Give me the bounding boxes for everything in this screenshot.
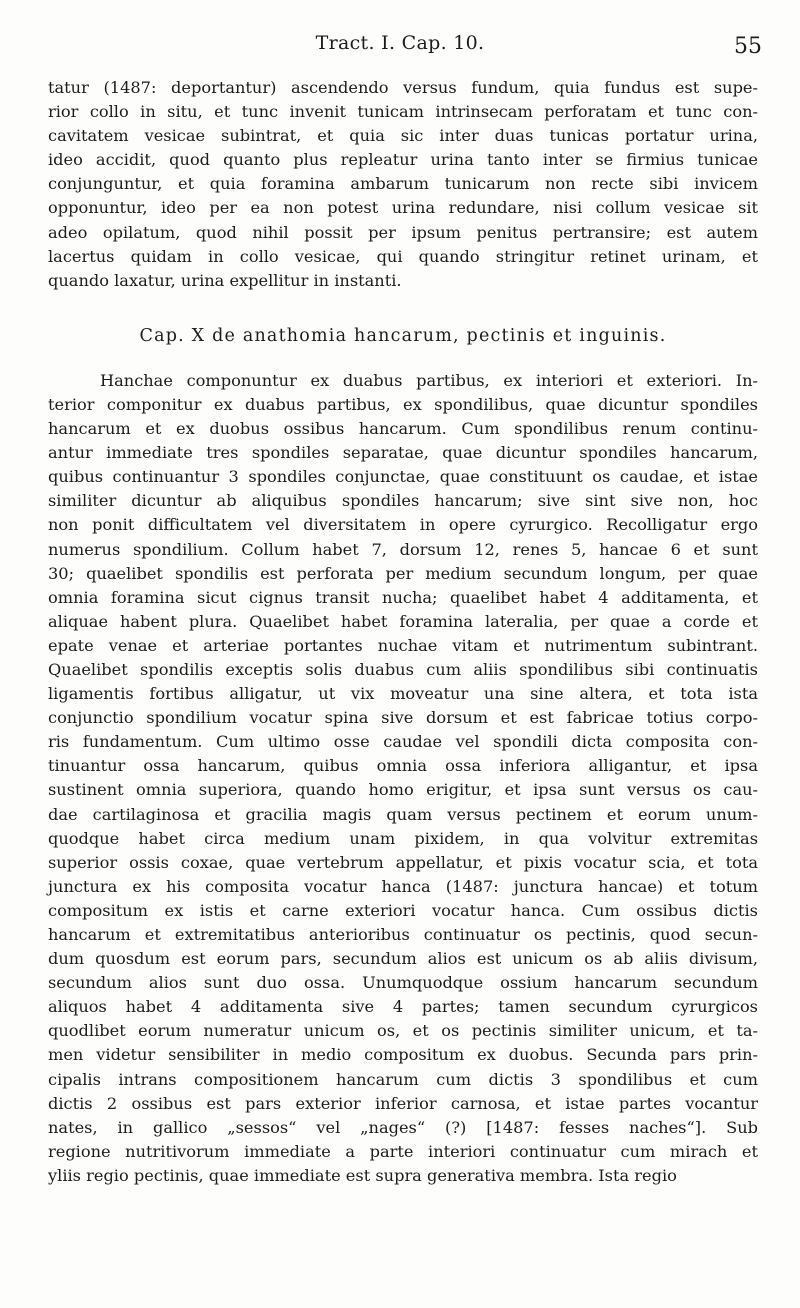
text-line: quando laxatur, urina expellitur in instanti. [48, 270, 402, 290]
text-line: dictis 2 ossibus est pars exterior inferior carnosa, et istae partes vocantur [48, 1093, 758, 1113]
text-line: conjunguntur, et quia foramina ambarum tunicarum non recte sibi invicem [48, 174, 758, 194]
text-line: aliquae habent plura. Quaelibet habet foramina lateralia, per quae a corde et [48, 611, 758, 631]
text-line: quodque habet circa medium unam pixidem, in qua volvitur extremitas [48, 828, 758, 848]
text-line: compositum ex istis et carne exteriori vocatur hanca. Cum ossibus dictis [48, 900, 758, 920]
text-line: antur immediate tres spondiles separatae, quae dicuntur spondiles hancarum, [48, 443, 758, 463]
running-head: Tract. I. Cap. 10. [315, 32, 485, 54]
text-line: quibus continuantur 3 spondiles conjunctae, quae constituunt os caudae, et istae [48, 467, 758, 487]
text-line: Hanchae componuntur ex duabus partibus, ex interiori et exteriori. In- [100, 370, 758, 390]
text-line: epate venae et arteriae portantes nuchae vitam et nutrimentum subintrant. [48, 635, 758, 655]
text-line: ligamentis fortibus alligatur, ut vix moveatur una sine altera, et tota ista [48, 684, 758, 704]
text-line: hancarum et extremitatibus anterioribus continuatur os pectinis, quod secun- [48, 925, 758, 944]
page-number: 55 [734, 34, 762, 59]
text-line: dum quosdum est eorum pars, secundum alios est unicum os ab aliis divisum, [48, 949, 758, 969]
text-line: tatur (1487: deportantur) ascendendo versus fundum, quia fundus est supe- [48, 78, 758, 97]
text-line: aliquos habet 4 additamenta sive 4 partes; tamen secundum cyrurgicos [48, 997, 758, 1017]
text-line: secundum alios sunt duo ossa. Unumquodque ossium hancarum secundum [48, 973, 758, 993]
text-line: opponuntur, ideo per ea non potest urina redundare, nisi collum vesicae sit [48, 198, 758, 218]
text-line: conjunctio spondilium vocatur spina sive dorsum et est fabricae totius corpo- [48, 708, 758, 728]
text-line: numerus spondilium. Collum habet 7, dorsum 12, renes 5, hancae 6 et sunt [48, 539, 758, 559]
text-line: similiter dicuntur ab aliquibus spondiles hancarum; sive sint sive non, hoc [48, 491, 758, 511]
text-line: junctura ex his composita vocatur hanca (1487: junctura hancae) et totum [48, 876, 758, 896]
text-line: rior collo in situ, et tunc invenit tunicam intrinsecam perforatam et tunc con- [48, 102, 758, 122]
text-line: Quaelibet spondilis exceptis solis duabus cum aliis spondilibus sibi continuatis [48, 659, 758, 679]
text-line: ideo accidit, quod quanto plus repleatur urina tanto inter se firmius tunicae [48, 150, 758, 170]
chapter-heading: Cap. X de anathomia hancarum, pectinis et inguinis. [139, 325, 667, 346]
text-line: dae cartilaginosa et gracilia magis quam versus pectinem et eorum unum- [48, 804, 758, 824]
paragraph-continuation [48, 76, 758, 293]
page-body [48, 76, 758, 1188]
text-line: non ponit difficultatem vel diversitatem in opere cyrurgico. Recolligatur ergo [48, 515, 758, 535]
text-line: tinuantur ossa hancarum, quibus omnia ossa inferiora alligantur, et ipsa [48, 756, 758, 776]
text-line: lacertus quidam in collo vesicae, qui quando stringitur retinet urinam, et [48, 246, 758, 266]
text-line: men videtur sensibiliter in medio compositum ex duobus. Secunda pars prin- [48, 1045, 758, 1065]
text-line: cipalis intrans compositionem hancarum cum dictis 3 spondilibus et cum [48, 1069, 758, 1089]
paragraph-hanchae [48, 369, 758, 1188]
text-line: hancarum et ex duobus ossibus hancarum. Cum spondilibus renum continu- [48, 419, 758, 439]
page-header [0, 30, 800, 70]
text-line: omnia foramina sicut cignus transit nucha; quaelibet habet 4 additamenta, et [48, 587, 758, 607]
text-line: adeo opilatum, quod nihil possit per ipsum penitus pertransire; est autem [48, 222, 758, 242]
text-line: superior ossis coxae, quae vertebrum appellatur, et pixis vocatur scia, et tota [48, 852, 758, 872]
text-line: ris fundamentum. Cum ultimo osse caudae vel spondili dicta composita con- [48, 732, 758, 752]
text-line: quodlibet eorum numeratur unicum os, et os pectinis similiter unicum, et ta- [48, 1021, 758, 1041]
text-line: yliis regio pectinis, quae immediate est supra generativa membra. Ista regio [48, 1165, 677, 1185]
text-line: sustinent omnia superiora, quando homo erigitur, et ipsa sunt versus os cau- [48, 780, 758, 800]
text-line: nates, in gallico „sessos“ vel „nages“ (?) [1487: fesses naches“]. Sub [48, 1117, 758, 1137]
text-line: regione nutritivorum immediate a parte interiori continuatur cum mirach et [48, 1141, 758, 1161]
text-line: 30; quaelibet spondilis est perforata per medium secundum longum, per quae [48, 563, 758, 583]
text-line: terior componitur ex duabus partibus, ex spondilibus, quae dicuntur spondiles [48, 394, 758, 414]
text-line: cavitatem vesicae subintrat, et quia sic inter duas tunicas portatur urina, [48, 126, 758, 146]
